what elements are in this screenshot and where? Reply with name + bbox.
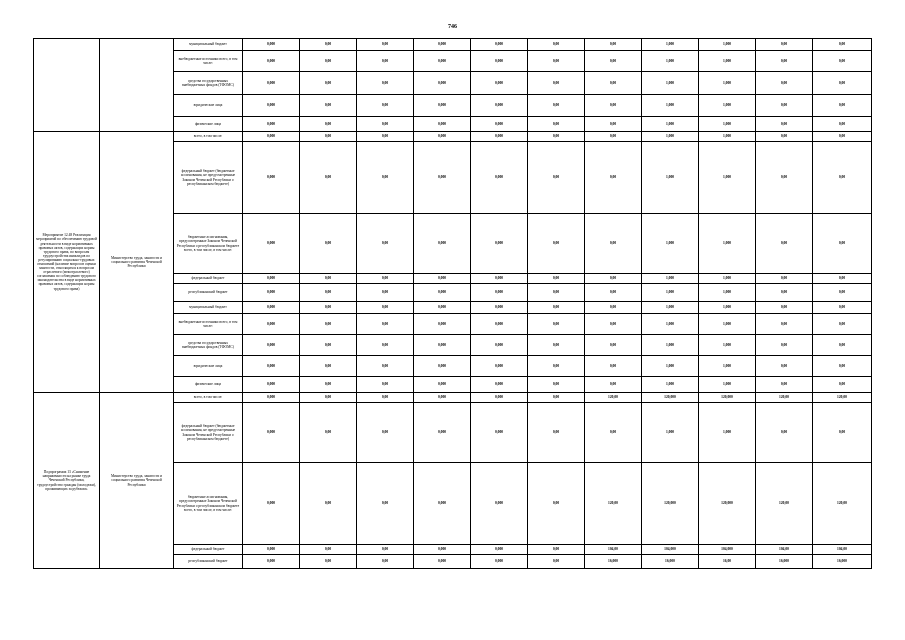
value-cell: 0,00 bbox=[300, 142, 357, 214]
value-cell: 0,00 bbox=[756, 377, 813, 393]
value-cell: 0,00 bbox=[585, 214, 642, 274]
value-cell: 104,00 bbox=[756, 545, 813, 555]
value-cell: 0,00 bbox=[585, 142, 642, 214]
value-cell: 1,000 bbox=[699, 302, 756, 314]
value-cell: 0,000 bbox=[414, 555, 471, 569]
value-cell: 0,000 bbox=[243, 463, 300, 545]
value-cell: 0,00 bbox=[756, 39, 813, 51]
value-cell: 0,00 bbox=[357, 51, 414, 72]
value-cell: 0,00 bbox=[585, 302, 642, 314]
value-cell: 0,000 bbox=[471, 284, 528, 302]
funding-source-cell: юридические лица bbox=[174, 356, 243, 377]
value-cell: 0,00 bbox=[528, 555, 585, 569]
value-cell: 0,000 bbox=[243, 377, 300, 393]
value-cell: 0,000 bbox=[471, 545, 528, 555]
funding-source-cell: республиканский бюджет bbox=[174, 555, 243, 569]
value-cell: 0,00 bbox=[357, 117, 414, 132]
value-cell: 0,00 bbox=[813, 377, 872, 393]
funding-source-cell: всего, в том числе: bbox=[174, 393, 243, 403]
value-cell: 0,00 bbox=[357, 335, 414, 356]
value-cell: 1,000 bbox=[642, 51, 699, 72]
value-cell: 1,000 bbox=[699, 356, 756, 377]
value-cell: 0,00 bbox=[528, 117, 585, 132]
table-row bbox=[34, 132, 872, 142]
value-cell: 0,00 bbox=[813, 356, 872, 377]
value-cell: 0,000 bbox=[243, 132, 300, 142]
funding-source-cell: всего, в том числе: bbox=[174, 132, 243, 142]
value-cell: 0,000 bbox=[414, 463, 471, 545]
value-cell: 0,00 bbox=[300, 132, 357, 142]
value-cell: 16,000 bbox=[585, 555, 642, 569]
value-cell: 0,00 bbox=[813, 302, 872, 314]
value-cell: 1,000 bbox=[699, 132, 756, 142]
value-cell: 0,00 bbox=[813, 314, 872, 335]
value-cell: 0,000 bbox=[471, 463, 528, 545]
value-cell: 0,00 bbox=[585, 274, 642, 284]
value-cell: 1,000 bbox=[699, 377, 756, 393]
value-cell: 0,000 bbox=[243, 335, 300, 356]
value-cell: 104,00 bbox=[585, 545, 642, 555]
value-cell: 0,00 bbox=[300, 72, 357, 95]
value-cell: 16,000 bbox=[642, 555, 699, 569]
value-cell: 0,00 bbox=[300, 403, 357, 463]
value-cell: 16,00 bbox=[699, 555, 756, 569]
value-cell: 0,00 bbox=[300, 555, 357, 569]
value-cell: 1,000 bbox=[642, 335, 699, 356]
value-cell: 0,00 bbox=[357, 393, 414, 403]
value-cell: 0,00 bbox=[528, 51, 585, 72]
value-cell: 0,000 bbox=[414, 117, 471, 132]
value-cell: 0,000 bbox=[471, 302, 528, 314]
value-cell: 0,00 bbox=[357, 132, 414, 142]
value-cell: 104,00 bbox=[813, 545, 872, 555]
value-cell: 0,00 bbox=[585, 132, 642, 142]
value-cell: 1,000 bbox=[642, 302, 699, 314]
value-cell: 0,000 bbox=[243, 403, 300, 463]
value-cell: 0,00 bbox=[357, 274, 414, 284]
value-cell: 0,000 bbox=[414, 132, 471, 142]
funding-source-cell: юридические лица bbox=[174, 95, 243, 117]
value-cell: 0,000 bbox=[471, 377, 528, 393]
value-cell: 0,00 bbox=[813, 284, 872, 302]
value-cell: 0,00 bbox=[357, 95, 414, 117]
value-cell: 1,000 bbox=[699, 314, 756, 335]
value-cell: 0,00 bbox=[357, 302, 414, 314]
value-cell: 0,000 bbox=[414, 403, 471, 463]
value-cell: 0,00 bbox=[756, 142, 813, 214]
value-cell: 0,00 bbox=[300, 377, 357, 393]
value-cell: 0,000 bbox=[414, 214, 471, 274]
value-cell: 0,00 bbox=[756, 95, 813, 117]
value-cell: 0,000 bbox=[471, 72, 528, 95]
value-cell: 0,000 bbox=[243, 274, 300, 284]
value-cell: 0,000 bbox=[471, 314, 528, 335]
value-cell: 1,000 bbox=[699, 72, 756, 95]
value-cell: 1,000 bbox=[642, 377, 699, 393]
value-cell: 0,000 bbox=[243, 393, 300, 403]
value-cell: 0,00 bbox=[300, 545, 357, 555]
value-cell: 0,000 bbox=[243, 95, 300, 117]
value-cell: 0,000 bbox=[471, 274, 528, 284]
value-cell: 0,000 bbox=[414, 335, 471, 356]
table-row bbox=[34, 393, 872, 403]
value-cell: 0,00 bbox=[813, 95, 872, 117]
value-cell: 0,00 bbox=[813, 403, 872, 463]
value-cell: 0,00 bbox=[813, 214, 872, 274]
funding-source-cell: бюджетные ассигнования, предусмотренные Законом Чеченской Республики о республиканском бюджете всего, в том числе, в том числе: bbox=[174, 214, 243, 274]
value-cell: 0,000 bbox=[471, 555, 528, 569]
value-cell: 0,00 bbox=[813, 142, 872, 214]
value-cell: 0,00 bbox=[585, 335, 642, 356]
value-cell: 0,00 bbox=[528, 393, 585, 403]
value-cell: 0,00 bbox=[300, 214, 357, 274]
value-cell: 0,00 bbox=[585, 377, 642, 393]
value-cell: 0,00 bbox=[585, 356, 642, 377]
table-row bbox=[34, 39, 872, 51]
funding-source-cell: федеральный бюджет bbox=[174, 274, 243, 284]
value-cell: 0,000 bbox=[471, 356, 528, 377]
value-cell: 0,00 bbox=[357, 463, 414, 545]
program-name-cell: Подпрограмма 13 «Снижение напряженности на рынке труда Чеченской Республики, трудоустройство граждан (молодежи), проживающих за рубежом» bbox=[34, 393, 100, 569]
value-cell: 0,00 bbox=[813, 51, 872, 72]
value-cell: 0,00 bbox=[528, 314, 585, 335]
value-cell: 0,00 bbox=[756, 51, 813, 72]
funding-source-cell: муниципальный бюджет bbox=[174, 302, 243, 314]
value-cell: 0,00 bbox=[756, 72, 813, 95]
value-cell: 1,000 bbox=[699, 403, 756, 463]
value-cell: 0,000 bbox=[414, 51, 471, 72]
value-cell: 0,00 bbox=[585, 72, 642, 95]
value-cell: 1,000 bbox=[642, 117, 699, 132]
value-cell: 0,000 bbox=[471, 132, 528, 142]
funding-source-cell: внебюджетные источники всего, в том числе: bbox=[174, 51, 243, 72]
value-cell: 1,000 bbox=[642, 403, 699, 463]
value-cell: 0,00 bbox=[528, 284, 585, 302]
value-cell: 1,000 bbox=[642, 284, 699, 302]
value-cell: 0,00 bbox=[357, 356, 414, 377]
value-cell: 0,00 bbox=[756, 403, 813, 463]
value-cell: 120,00 bbox=[585, 393, 642, 403]
program-name-cell bbox=[34, 39, 100, 132]
value-cell: 1,000 bbox=[642, 39, 699, 51]
value-cell: 0,00 bbox=[585, 314, 642, 335]
executor-cell bbox=[100, 39, 174, 132]
value-cell: 0,000 bbox=[414, 39, 471, 51]
value-cell: 0,00 bbox=[756, 284, 813, 302]
value-cell: 0,00 bbox=[357, 555, 414, 569]
funding-source-cell: федеральный бюджет bbox=[174, 545, 243, 555]
value-cell: 0,00 bbox=[813, 39, 872, 51]
value-cell: 1,000 bbox=[642, 142, 699, 214]
program-name-cell: Мероприятие 12.48 Реализация мероприятий по обеспечению трудовой деятельности в виде нормативных правовых актов, содержащих нормы трудового права, по вопросам трудоустройства инвалидов по регулированию социально-трудовых отношений (наличие вопросов оценки занятости, относящихся к вопросам отраслевого (межотраслевого) соглашения по соблюдению трудового законодательства в виде нормативных правовых актов, содержащих нормы трудового права) bbox=[34, 132, 100, 393]
value-cell: 0,00 bbox=[300, 95, 357, 117]
value-cell: 0,000 bbox=[243, 142, 300, 214]
value-cell: 0,00 bbox=[756, 302, 813, 314]
value-cell: 0,000 bbox=[471, 39, 528, 51]
funding-source-cell: физические лица bbox=[174, 377, 243, 393]
funding-source-cell: средства государственных внебюджетных фондов (ТФОМС) bbox=[174, 335, 243, 356]
value-cell: 120,00 bbox=[813, 463, 872, 545]
value-cell: 120,000 bbox=[642, 463, 699, 545]
value-cell: 0,00 bbox=[528, 463, 585, 545]
value-cell: 16,000 bbox=[813, 555, 872, 569]
value-cell: 0,00 bbox=[300, 393, 357, 403]
funding-source-cell: муниципальный бюджет bbox=[174, 39, 243, 51]
value-cell: 120,000 bbox=[699, 393, 756, 403]
value-cell: 0,00 bbox=[756, 117, 813, 132]
value-cell: 0,00 bbox=[300, 117, 357, 132]
value-cell: 1,000 bbox=[642, 95, 699, 117]
value-cell: 0,00 bbox=[585, 51, 642, 72]
value-cell: 0,00 bbox=[813, 72, 872, 95]
funding-source-cell: федеральный бюджет (бюджетные ассигнования, не предусмотренные Законом Чеченской Республики о республиканском бюджете) bbox=[174, 142, 243, 214]
value-cell: 0,00 bbox=[585, 95, 642, 117]
value-cell: 0,00 bbox=[528, 39, 585, 51]
value-cell: 120,00 bbox=[756, 463, 813, 545]
value-cell: 0,000 bbox=[414, 314, 471, 335]
value-cell: 0,00 bbox=[300, 51, 357, 72]
value-cell: 0,00 bbox=[756, 335, 813, 356]
value-cell: 0,000 bbox=[243, 117, 300, 132]
value-cell: 0,000 bbox=[414, 356, 471, 377]
funding-source-cell: средства государственных внебюджетных фондов (ТФОМС) bbox=[174, 72, 243, 95]
value-cell: 0,000 bbox=[414, 377, 471, 393]
value-cell: 0,000 bbox=[471, 403, 528, 463]
value-cell: 120,000 bbox=[699, 463, 756, 545]
value-cell: 0,00 bbox=[756, 356, 813, 377]
value-cell: 1,000 bbox=[642, 314, 699, 335]
value-cell: 0,00 bbox=[528, 274, 585, 284]
value-cell: 0,00 bbox=[300, 284, 357, 302]
value-cell: 0,00 bbox=[300, 39, 357, 51]
value-cell: 0,000 bbox=[471, 142, 528, 214]
value-cell: 0,000 bbox=[414, 302, 471, 314]
value-cell: 0,000 bbox=[414, 545, 471, 555]
value-cell: 0,00 bbox=[528, 214, 585, 274]
value-cell: 0,00 bbox=[357, 39, 414, 51]
value-cell: 0,00 bbox=[528, 356, 585, 377]
page-number: 746 bbox=[448, 24, 457, 30]
value-cell: 0,000 bbox=[243, 555, 300, 569]
value-cell: 0,000 bbox=[414, 284, 471, 302]
funding-source-cell: внебюджетные источники всего, в том числе: bbox=[174, 314, 243, 335]
value-cell: 0,00 bbox=[756, 274, 813, 284]
value-cell: 0,000 bbox=[414, 274, 471, 284]
value-cell: 0,00 bbox=[300, 274, 357, 284]
value-cell: 0,00 bbox=[357, 214, 414, 274]
value-cell: 0,000 bbox=[243, 302, 300, 314]
value-cell: 1,000 bbox=[699, 39, 756, 51]
value-cell: 120,00 bbox=[585, 463, 642, 545]
value-cell: 0,00 bbox=[357, 314, 414, 335]
value-cell: 1,000 bbox=[699, 142, 756, 214]
executor-cell: Министерство труда, занятости и социального развития Чеченской Республики bbox=[100, 393, 174, 569]
value-cell: 0,00 bbox=[357, 72, 414, 95]
value-cell: 0,000 bbox=[471, 117, 528, 132]
funding-source-cell: физические лица bbox=[174, 117, 243, 132]
value-cell: 1,000 bbox=[642, 132, 699, 142]
value-cell: 0,00 bbox=[357, 284, 414, 302]
value-cell: 1,000 bbox=[699, 214, 756, 274]
value-cell: 0,000 bbox=[243, 39, 300, 51]
value-cell: 1,000 bbox=[642, 356, 699, 377]
value-cell: 0,00 bbox=[585, 39, 642, 51]
value-cell: 0,000 bbox=[471, 393, 528, 403]
value-cell: 0,00 bbox=[300, 302, 357, 314]
value-cell: 0,00 bbox=[528, 545, 585, 555]
value-cell: 0,00 bbox=[813, 132, 872, 142]
value-cell: 1,000 bbox=[642, 72, 699, 95]
budget-table bbox=[33, 38, 872, 569]
value-cell: 0,000 bbox=[414, 95, 471, 117]
value-cell: 0,000 bbox=[471, 335, 528, 356]
value-cell: 0,00 bbox=[813, 274, 872, 284]
value-cell: 1,000 bbox=[699, 95, 756, 117]
value-cell: 0,00 bbox=[528, 95, 585, 117]
value-cell: 0,00 bbox=[813, 117, 872, 132]
value-cell: 0,00 bbox=[756, 214, 813, 274]
value-cell: 0,000 bbox=[414, 142, 471, 214]
value-cell: 0,000 bbox=[414, 72, 471, 95]
value-cell: 16,000 bbox=[756, 555, 813, 569]
funding-source-cell: бюджетные ассигнования, предусмотренные Законом Чеченской Республики о республиканском бюджете всего, в том числе, в том числе: bbox=[174, 463, 243, 545]
value-cell: 120,00 bbox=[756, 393, 813, 403]
value-cell: 0,00 bbox=[528, 72, 585, 95]
value-cell: 0,00 bbox=[756, 132, 813, 142]
value-cell: 1,000 bbox=[642, 214, 699, 274]
executor-cell: Министерство труда, занятости и социального развития Чеченской Республики bbox=[100, 132, 174, 393]
value-cell: 104,000 bbox=[642, 545, 699, 555]
value-cell: 0,00 bbox=[528, 403, 585, 463]
value-cell: 0,00 bbox=[528, 335, 585, 356]
value-cell: 104,000 bbox=[699, 545, 756, 555]
value-cell: 0,00 bbox=[813, 335, 872, 356]
value-cell: 0,00 bbox=[528, 142, 585, 214]
value-cell: 0,00 bbox=[528, 377, 585, 393]
value-cell: 0,00 bbox=[300, 335, 357, 356]
value-cell: 0,00 bbox=[357, 142, 414, 214]
value-cell: 0,00 bbox=[585, 117, 642, 132]
value-cell: 0,000 bbox=[471, 214, 528, 274]
funding-source-cell: республиканский бюджет bbox=[174, 284, 243, 302]
value-cell: 0,000 bbox=[243, 314, 300, 335]
value-cell: 0,00 bbox=[357, 545, 414, 555]
funding-source-cell: федеральный бюджет (бюджетные ассигнования, не предусмотренные Законом Чеченской Республики о республиканском бюджете) bbox=[174, 403, 243, 463]
value-cell: 0,000 bbox=[243, 545, 300, 555]
value-cell: 0,000 bbox=[243, 214, 300, 274]
value-cell: 1,000 bbox=[642, 274, 699, 284]
value-cell: 0,00 bbox=[300, 463, 357, 545]
value-cell: 0,00 bbox=[528, 302, 585, 314]
value-cell: 0,000 bbox=[471, 95, 528, 117]
value-cell: 0,00 bbox=[300, 314, 357, 335]
value-cell: 0,00 bbox=[528, 132, 585, 142]
value-cell: 0,000 bbox=[414, 393, 471, 403]
value-cell: 0,000 bbox=[243, 51, 300, 72]
value-cell: 0,000 bbox=[243, 356, 300, 377]
value-cell: 0,00 bbox=[300, 356, 357, 377]
value-cell: 0,00 bbox=[585, 284, 642, 302]
value-cell: 0,00 bbox=[357, 403, 414, 463]
value-cell: 1,000 bbox=[699, 284, 756, 302]
value-cell: 120,00 bbox=[813, 393, 872, 403]
value-cell: 0,000 bbox=[243, 284, 300, 302]
value-cell: 0,000 bbox=[471, 51, 528, 72]
value-cell: 0,00 bbox=[756, 314, 813, 335]
value-cell: 1,000 bbox=[699, 274, 756, 284]
value-cell: 0,00 bbox=[357, 377, 414, 393]
value-cell: 0,00 bbox=[585, 403, 642, 463]
value-cell: 1,000 bbox=[699, 117, 756, 132]
value-cell: 120,000 bbox=[642, 393, 699, 403]
value-cell: 1,000 bbox=[699, 335, 756, 356]
value-cell: 1,000 bbox=[699, 51, 756, 72]
value-cell: 0,000 bbox=[243, 72, 300, 95]
